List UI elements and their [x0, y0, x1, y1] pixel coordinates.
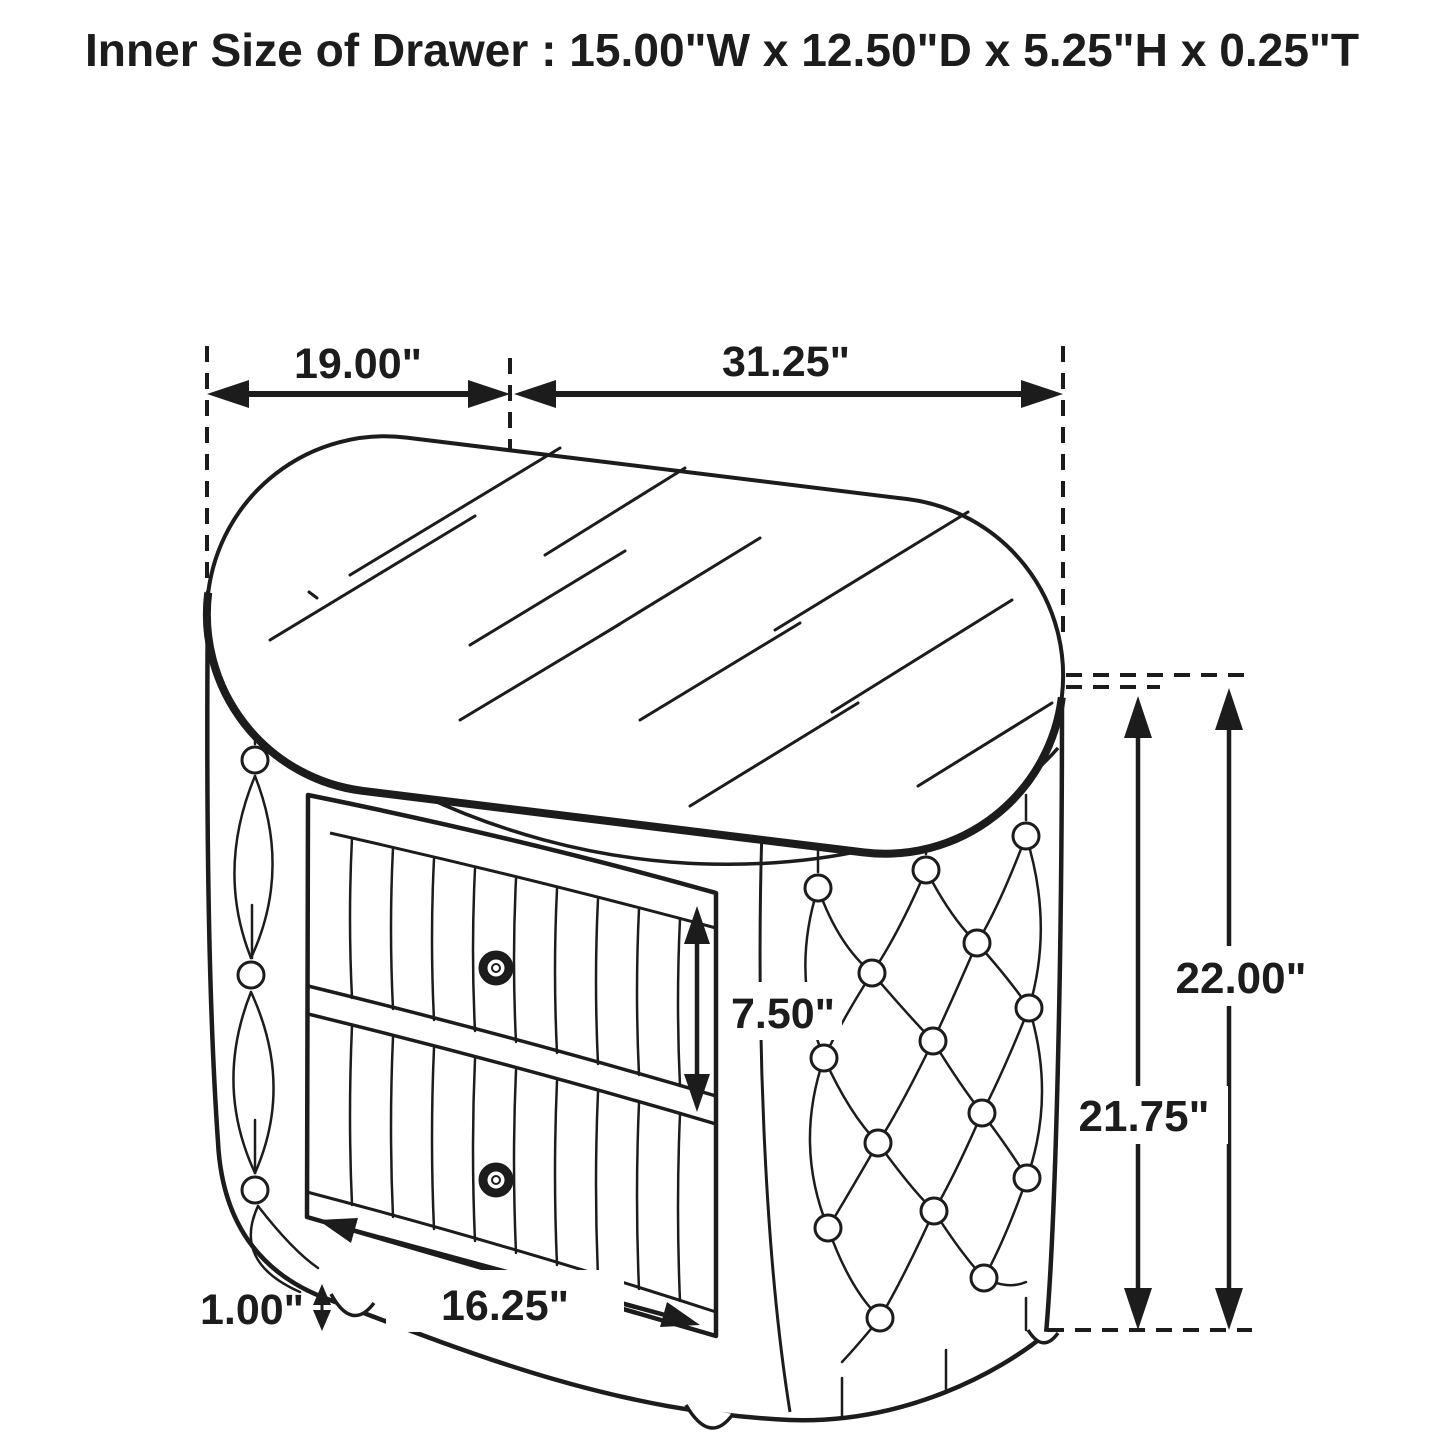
- arrowhead-right: [1021, 380, 1063, 408]
- tuft-button: [920, 1028, 946, 1054]
- tuft-button: [242, 1177, 268, 1203]
- tuft-button: [1013, 823, 1039, 849]
- tuft-button: [913, 857, 939, 883]
- arrowhead-up: [1215, 688, 1243, 730]
- arrowhead-right: [468, 380, 510, 408]
- upper-drawer-knob-hole: [492, 964, 500, 972]
- label-total-height: 22.00": [1175, 954, 1307, 1003]
- arrowhead-up: [1124, 696, 1152, 738]
- tuft-button: [1016, 995, 1042, 1021]
- tuft-button: [811, 1045, 837, 1071]
- tuft-button: [867, 1305, 893, 1331]
- tuft-button: [815, 1215, 841, 1241]
- diagram-title: Inner Size of Drawer : 15.00"W x 12.50"D x 5.25"H x 0.25"T: [85, 24, 1359, 76]
- label-top-width: 31.25": [722, 338, 850, 386]
- arrowhead-down: [313, 1310, 331, 1331]
- label-body-height: 21.75": [1078, 1092, 1210, 1141]
- dim-total-height: [1215, 688, 1243, 1330]
- label-drawer-height: 7.50": [730, 990, 836, 1038]
- tuft-button: [238, 962, 264, 988]
- tuft-button: [964, 930, 990, 956]
- arrowhead-down: [1215, 1288, 1243, 1330]
- arrowhead-left: [207, 380, 249, 408]
- arrowhead-left: [514, 380, 556, 408]
- label-foot-height: 1.00": [199, 1286, 305, 1334]
- tuft-button: [805, 875, 831, 901]
- tuft-button: [859, 960, 885, 986]
- tuft-button: [242, 747, 268, 773]
- tuft-button: [921, 1198, 947, 1224]
- tuft-button: [1014, 1165, 1040, 1191]
- dim-body-height: [1124, 696, 1152, 1330]
- label-drawer-width: 16.25": [441, 1282, 569, 1330]
- tuft-button: [969, 1100, 995, 1126]
- arrowhead-down: [1124, 1288, 1152, 1330]
- lower-drawer-knob-hole: [492, 1176, 500, 1184]
- label-top-depth: 19.00": [294, 340, 422, 388]
- tuft-button: [971, 1265, 997, 1291]
- tuft-button: [865, 1130, 891, 1156]
